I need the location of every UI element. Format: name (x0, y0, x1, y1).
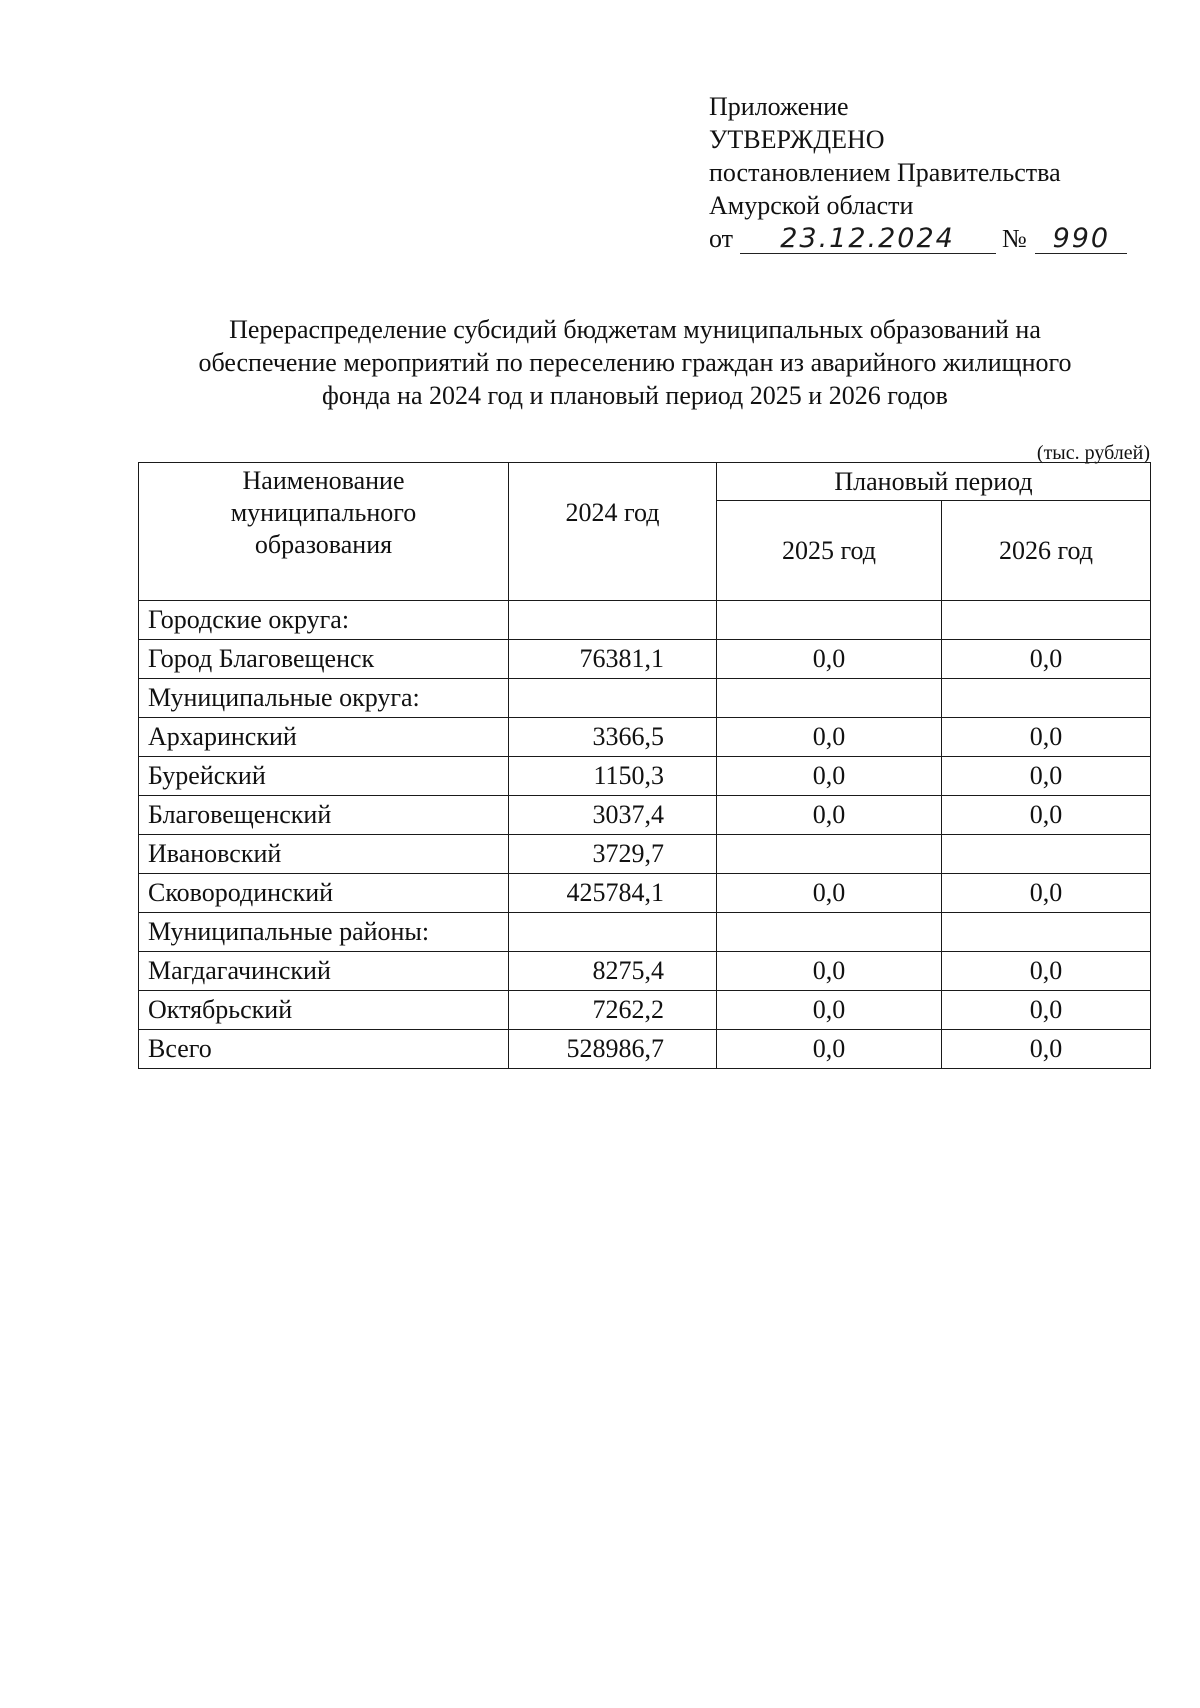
row-2024-cell: 528986,7 (509, 1030, 717, 1069)
row-2026-cell (942, 913, 1151, 952)
row-name-cell: Городские округа: (139, 601, 509, 640)
row-2026-cell: 0,0 (942, 991, 1151, 1030)
table-row (139, 913, 1151, 952)
header-2026-cell: 2026 год (942, 501, 1151, 601)
date-number-line (709, 222, 1127, 255)
row-2026-cell: 0,0 (942, 952, 1151, 991)
row-2025-cell (717, 679, 942, 718)
document-title (120, 313, 1150, 412)
header-name-line-3: образования (254, 530, 393, 559)
row-2026-cell: 0,0 (942, 757, 1151, 796)
header-name-line-1: Наименование (242, 466, 405, 495)
unit-label: (тыс. рублей) (1036, 442, 1150, 464)
table-row (139, 1030, 1151, 1069)
header-2024-cell: 2024 год (509, 463, 717, 601)
row-2025-cell (717, 601, 942, 640)
table-row (139, 718, 1151, 757)
row-2025-cell: 0,0 (717, 640, 942, 679)
appendix-label: Приложение (709, 92, 849, 121)
row-name-cell: Муниципальные районы: (139, 913, 509, 952)
row-2024-cell: 8275,4 (509, 952, 717, 991)
header-name-cell (139, 463, 509, 601)
row-name-cell: Архаринский (139, 718, 509, 757)
table-row (139, 991, 1151, 1030)
number-prefix: № (1002, 224, 1027, 253)
row-2024-cell: 76381,1 (509, 640, 717, 679)
row-2026-cell (942, 601, 1151, 640)
table-row (139, 601, 1151, 640)
handwritten-date: 23.12.2024 (740, 225, 996, 254)
row-2024-cell: 425784,1 (509, 874, 717, 913)
row-2026-cell (942, 835, 1151, 874)
approved-label: УТВЕРЖДЕНО (709, 125, 885, 154)
row-2025-cell: 0,0 (717, 757, 942, 796)
table-row (139, 796, 1151, 835)
handwritten-number: 990 (1035, 225, 1127, 254)
header-planned-period: Плановый период (717, 463, 1151, 501)
approval-block (709, 90, 1127, 255)
row-2024-cell: 3729,7 (509, 835, 717, 874)
row-2025-cell: 0,0 (717, 952, 942, 991)
table-row (139, 835, 1151, 874)
header-name-line-2: муниципального (230, 498, 417, 527)
title-line-3: фонда на 2024 год и плановый период 2025 и 2026 годов (322, 381, 948, 410)
row-2024-cell (509, 679, 717, 718)
row-name-cell: Ивановский (139, 835, 509, 874)
row-2025-cell: 0,0 (717, 874, 942, 913)
row-2026-cell: 0,0 (942, 874, 1151, 913)
row-name-cell: Магдагачинский (139, 952, 509, 991)
row-name-cell: Сковородинский (139, 874, 509, 913)
table-header-row (139, 463, 1151, 501)
row-2024-cell: 1150,3 (509, 757, 717, 796)
table-body (139, 601, 1151, 1069)
row-name-cell: Бурейский (139, 757, 509, 796)
title-line-1: Перераспределение субсидий бюджетам муниципальных образований на (229, 315, 1041, 344)
row-2026-cell: 0,0 (942, 1030, 1151, 1069)
row-2026-cell: 0,0 (942, 718, 1151, 757)
row-2024-cell: 7262,2 (509, 991, 717, 1030)
row-2025-cell (717, 835, 942, 874)
row-2025-cell: 0,0 (717, 796, 942, 835)
table-row (139, 874, 1151, 913)
row-name-cell: Октябрьский (139, 991, 509, 1030)
row-2026-cell: 0,0 (942, 640, 1151, 679)
table-row (139, 952, 1151, 991)
row-2024-cell (509, 913, 717, 952)
row-2026-cell (942, 679, 1151, 718)
row-2024-cell (509, 601, 717, 640)
row-2025-cell: 0,0 (717, 991, 942, 1030)
table-row (139, 679, 1151, 718)
row-name-cell: Муниципальные округа: (139, 679, 509, 718)
row-2026-cell: 0,0 (942, 796, 1151, 835)
row-name-cell: Благовещенский (139, 796, 509, 835)
row-2024-cell: 3037,4 (509, 796, 717, 835)
row-2025-cell: 0,0 (717, 718, 942, 757)
date-prefix: от (709, 224, 734, 253)
row-2025-cell (717, 913, 942, 952)
row-name-cell: Всего (139, 1030, 509, 1069)
header-2025-cell: 2025 год (717, 501, 942, 601)
row-2025-cell: 0,0 (717, 1030, 942, 1069)
region-label: Амурской области (709, 191, 914, 220)
row-2024-cell: 3366,5 (509, 718, 717, 757)
resolution-label: постановлением Правительства (709, 158, 1061, 187)
subsidy-table (138, 462, 1151, 1069)
row-name-cell: Город Благовещенск (139, 640, 509, 679)
table-row (139, 640, 1151, 679)
title-line-2: обеспечение мероприятий по переселению граждан из аварийного жилищного (198, 348, 1072, 377)
table-row (139, 757, 1151, 796)
